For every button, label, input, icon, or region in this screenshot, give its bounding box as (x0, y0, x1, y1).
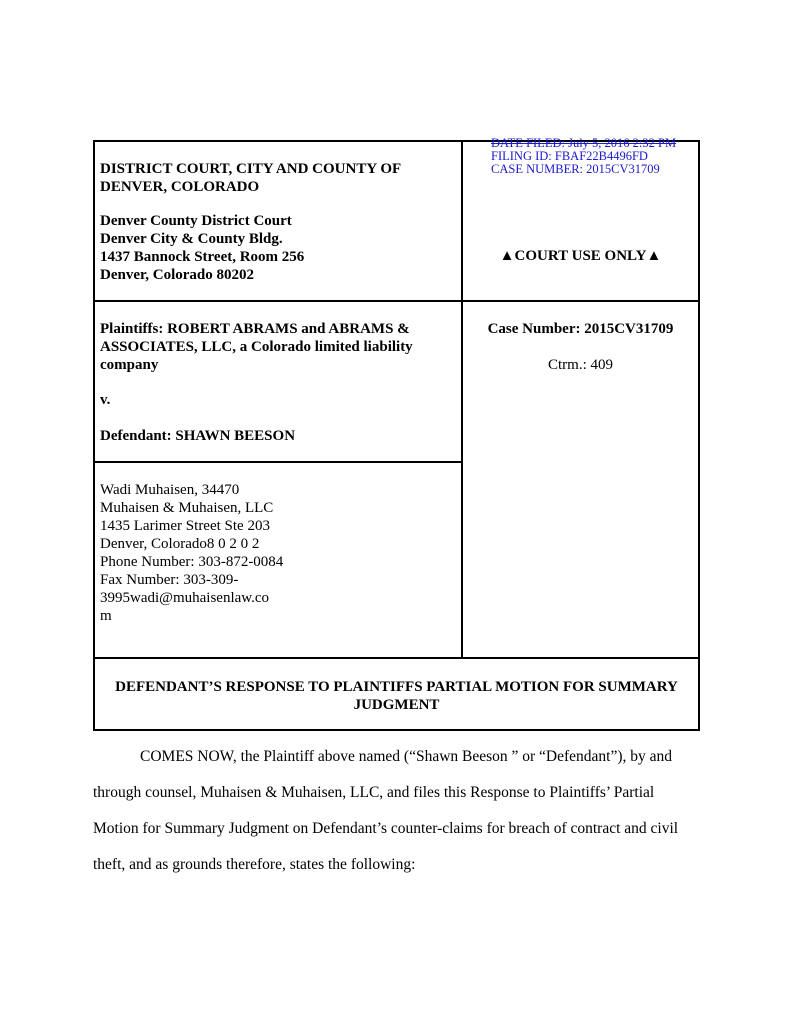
filing-stamp (491, 137, 676, 176)
document-title-line1: DEFENDANT’S RESPONSE TO PLAINTIFFS PARTIAL MOTION FOR SUMMARY (115, 679, 678, 695)
stamp-date-filed: DATE FILED: July 5, 2016 2:32 PM (491, 136, 677, 150)
courtroom: Ctrm.: 409 (547, 357, 613, 373)
attorney-line8: m (100, 608, 112, 624)
body-paragraph (93, 739, 700, 883)
attorney-line1: Wadi Muhaisen, 34470 (100, 482, 240, 498)
body-line3: Motion for Summary Judgment on Defendant’s counter-claims for breach of contract and civil (93, 820, 679, 837)
court-address-line1: Denver County District Court (100, 213, 292, 229)
court-name-line2: DENVER, COLORADO (100, 179, 260, 195)
body-line4: theft, and as grounds therefore, states the following: (93, 856, 416, 873)
plaintiffs-line1: Plaintiffs: ROBERT ABRAMS and ABRAMS & (100, 321, 410, 337)
court-address-line3: 1437 Bannock Street, Room 256 (100, 249, 305, 265)
document-title (95, 678, 698, 714)
attorney-block (100, 481, 455, 625)
court-use-only: ▲COURT USE ONLY▲ (499, 248, 662, 264)
table-border-left (93, 140, 95, 731)
table-column-divider (461, 140, 463, 659)
attorney-line7: 3995wadi@muhaisenlaw.co (100, 590, 270, 606)
document-title-line2: JUDGMENT (353, 697, 440, 713)
court-address-line4: Denver, Colorado 80202 (100, 267, 255, 283)
court-name-line1: DISTRICT COURT, CITY AND COUNTY OF (100, 161, 402, 177)
plaintiffs-line3: company (100, 357, 159, 373)
court-block (100, 160, 455, 284)
attorney-line3: 1435 Larimer Street Ste 203 (100, 518, 270, 534)
case-info (463, 320, 698, 374)
table-border-bottom (93, 729, 700, 731)
body-line2: through counsel, Muhaisen & Muhaisen, LLC, and files this Response to Plaintiffs’ Partial (93, 784, 655, 801)
court-address-line2: Denver City & County Bldg. (100, 231, 283, 247)
table-divider-row3 (93, 657, 700, 659)
table-border-right (698, 140, 700, 731)
attorney-line4: Denver, Colorado8 0 2 0 2 (100, 536, 260, 552)
attorney-line2: Muhaisen & Muhaisen, LLC (100, 500, 274, 516)
stamp-case-number: CASE NUMBER: 2015CV31709 (491, 162, 660, 176)
versus: v. (100, 392, 111, 408)
defendant-line: Defendant: SHAWN BEESON (100, 428, 296, 444)
table-divider-row2 (93, 461, 462, 463)
attorney-line6: Fax Number: 303-309- (100, 572, 239, 588)
plaintiffs-line2: ASSOCIATES, LLC, a Colorado limited liability (100, 339, 413, 355)
stamp-filing-id: FILING ID: FBAF22B4496FD (491, 149, 648, 163)
body-line1: COMES NOW, the Plaintiff above named (“Shawn Beeson ” or “Defendant”), by and (140, 748, 673, 765)
parties-block (100, 320, 455, 445)
attorney-line5: Phone Number: 303-872-0084 (100, 554, 284, 570)
table-divider-row1 (93, 300, 700, 302)
case-number: Case Number: 2015CV31709 (487, 321, 674, 337)
